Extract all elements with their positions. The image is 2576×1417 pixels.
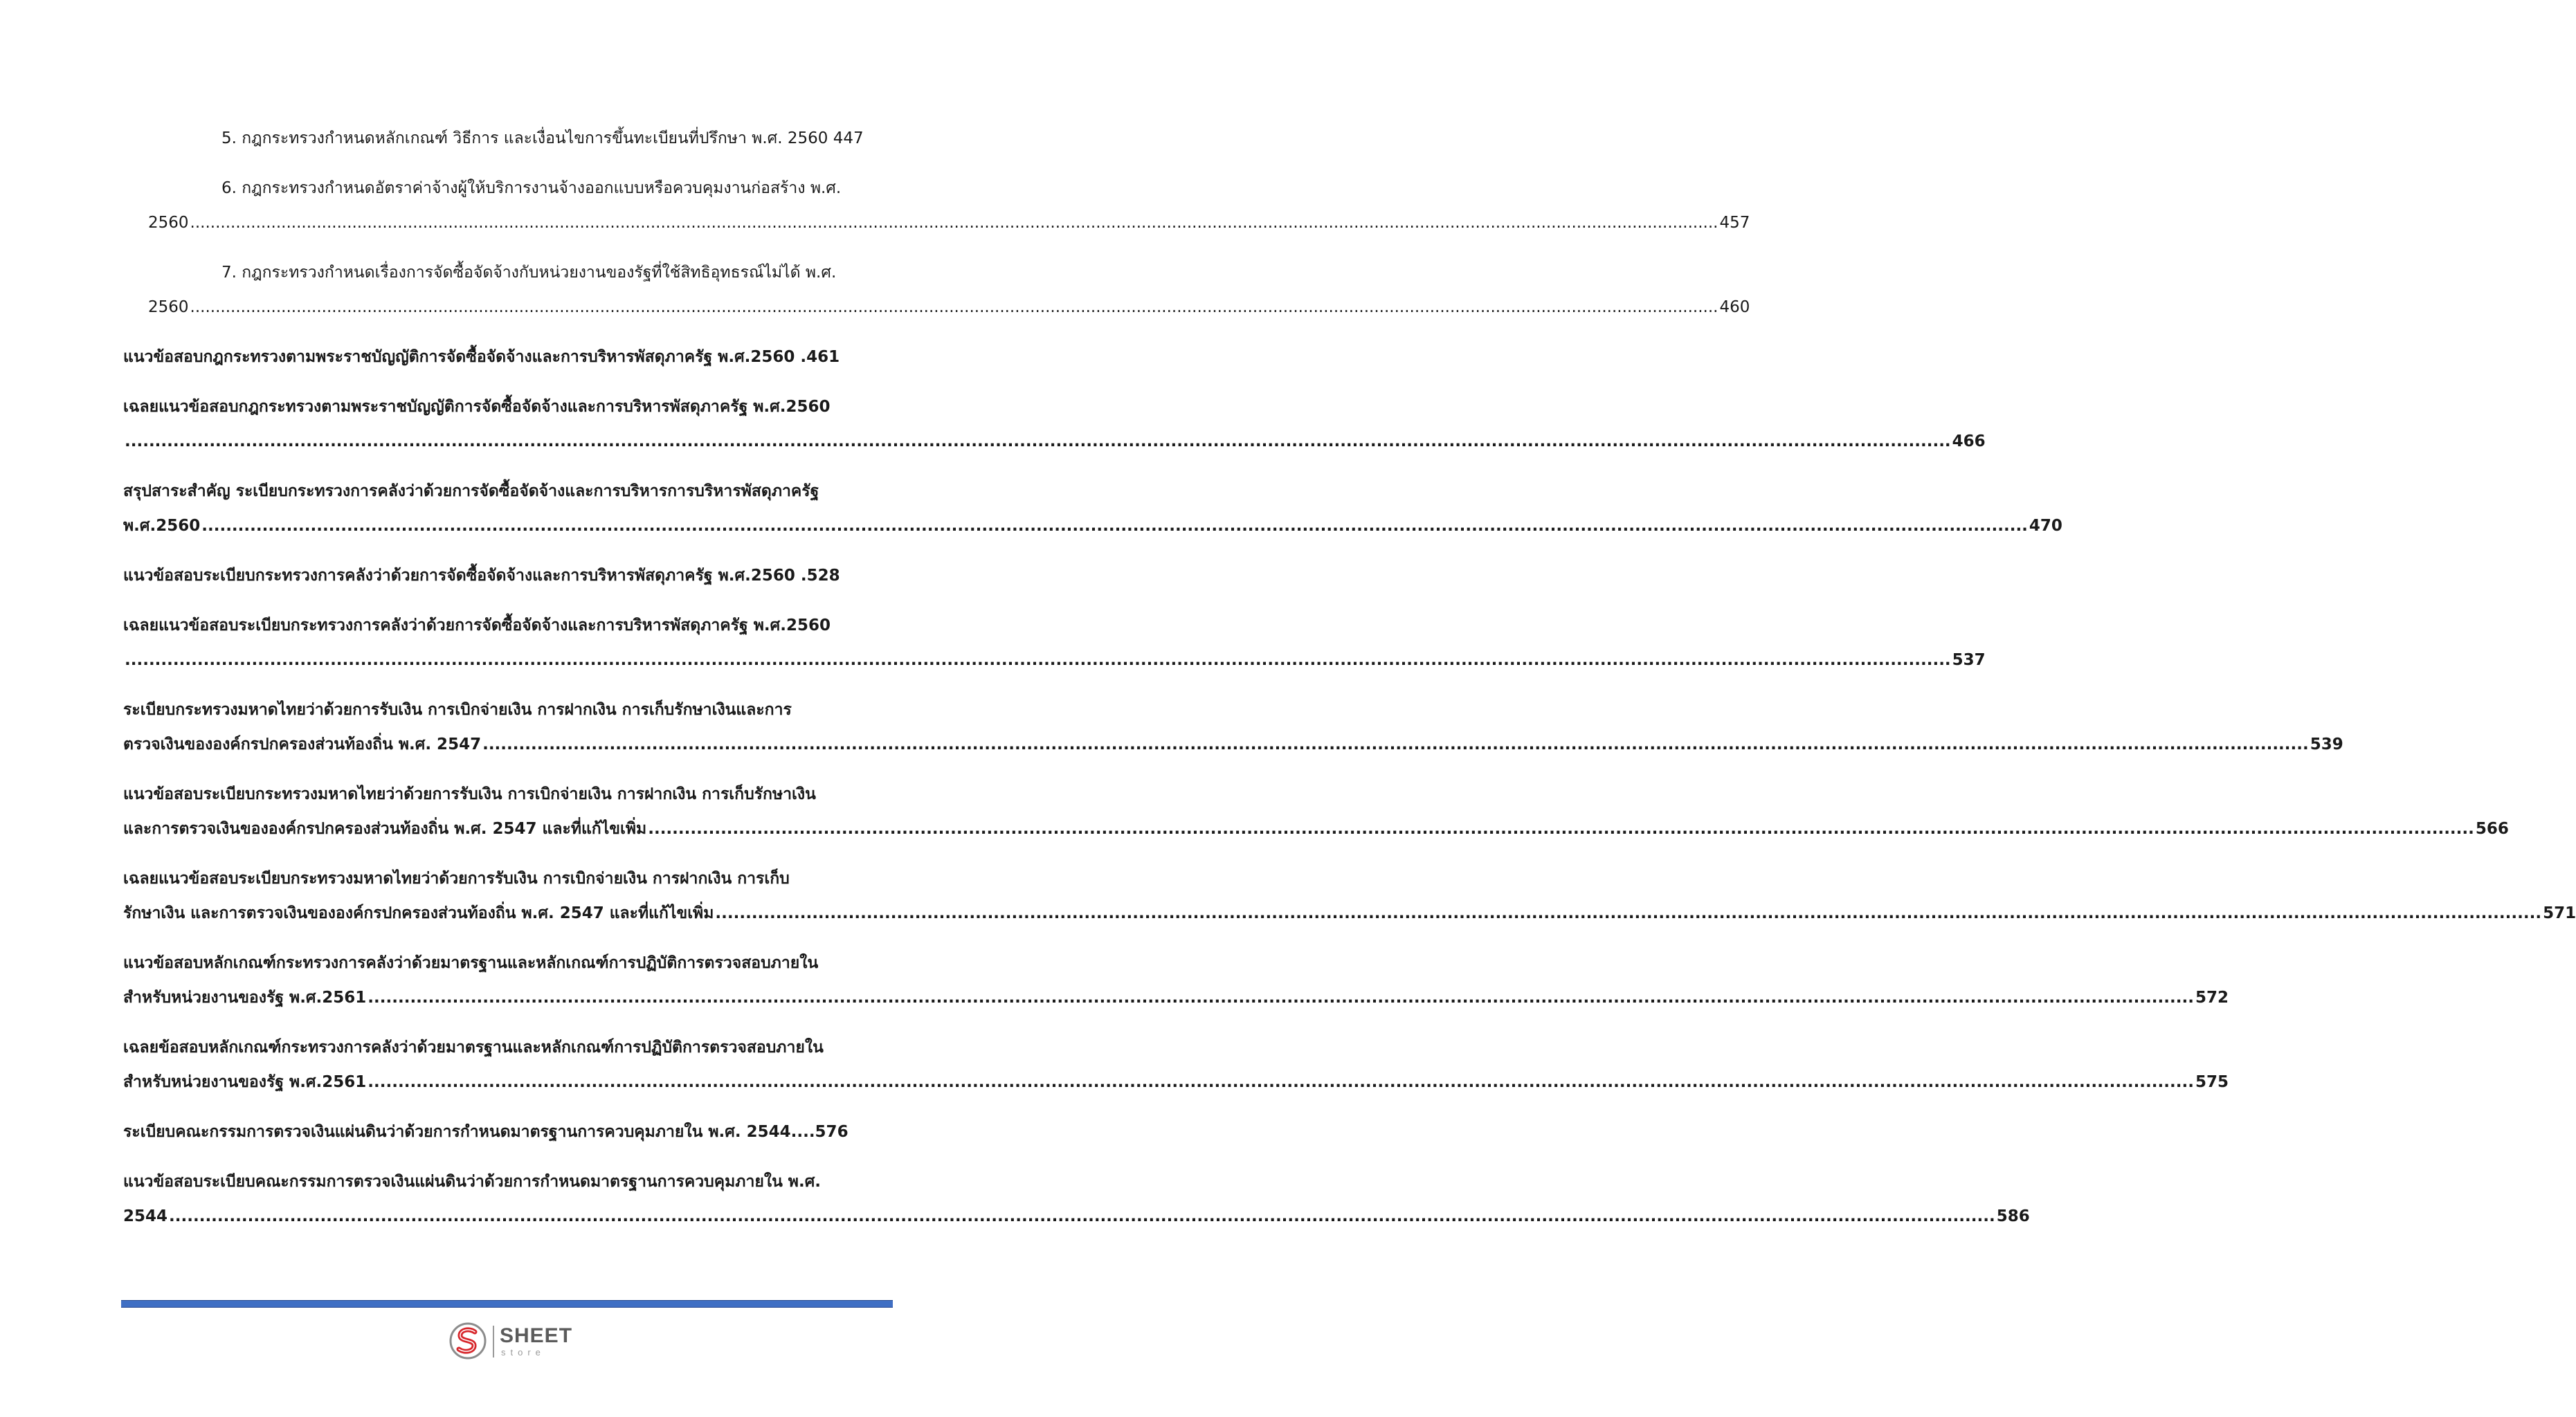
toc-entry-text: ตรวจเงินขององค์กรปกครองส่วนท้องถิ่น พ.ศ. 2547 — [123, 735, 482, 753]
toc-page-number: 586 — [1996, 1207, 2030, 1225]
toc-entry-text: แนวข้อสอบระเบียบกระทรวงการคลังว่าด้วยการจัดซื้อจัดจ้างและการบริหารพัสดุภาครัฐ พ.ศ.2560 .528 — [123, 567, 840, 585]
toc-entry-text: และการตรวจเงินขององค์กรปกครองส่วนท้องถิ่น พ.ศ. 2547 และที่แก้ไขเพิ่ม — [123, 820, 647, 838]
logo-brand-text: SHEET — [500, 1324, 573, 1347]
dot-leader — [189, 293, 1720, 321]
toc-page-number: 572 — [2195, 989, 2229, 1007]
toc-line — [123, 343, 885, 371]
toc-entry-text: เฉลยแนวข้อสอบกฎกระทรวงตามพระราชบัญญัติการจัดซื้อจัดจ้างและการบริหารพัสดุภาครัฐ พ.ศ.2560 — [123, 398, 831, 416]
toc-page-number: 566 — [2475, 820, 2509, 838]
toc-page-number: 537 — [1952, 651, 1986, 669]
toc-line — [221, 174, 885, 202]
toc-entry-text: แนวข้อสอบหลักเกณฑ์กระทรวงการคลังว่าด้วยมาตรฐานและหลักเกณฑ์การปฏิบัติการตรวจสอบภายใน — [123, 954, 819, 972]
logo-sub-text: store — [501, 1347, 545, 1357]
toc-line — [123, 780, 885, 808]
toc-page-number: 571 — [2543, 904, 2576, 922]
toc-page-number: 575 — [2195, 1073, 2229, 1091]
dot-leader — [167, 1203, 1997, 1230]
toc-line — [123, 865, 885, 893]
sheet-store-logo-icon — [448, 1322, 487, 1360]
toc-line — [123, 477, 885, 505]
dot-leader — [189, 209, 1720, 237]
toc-line — [123, 1034, 885, 1061]
toc-line — [123, 393, 885, 421]
logo-divider — [493, 1326, 494, 1357]
toc-line — [221, 125, 885, 152]
toc-page-number: 457 — [1719, 214, 1750, 232]
toc-entry-text: 5. กฎกระทรวงกำหนดหลักเกณฑ์ วิธีการ และเงื่อนไขการขึ้นทะเบียนที่ปรึกษา พ.ศ. 2560 447 — [221, 129, 864, 147]
toc-line — [123, 646, 1986, 674]
toc-line — [123, 1168, 885, 1196]
dot-leader — [714, 899, 2543, 927]
dot-leader — [366, 1068, 2195, 1096]
sheet-store-logo — [448, 1320, 587, 1362]
toc-line — [123, 815, 2509, 843]
toc-line — [123, 984, 2229, 1012]
dot-leader — [200, 512, 2029, 540]
toc-entry-text: สรุปสาระสำคัญ ระเบียบกระทรวงการคลังว่าด้วยการจัดซื้อจัดจ้างและการบริหารการบริหารพัสดุภาครัฐ — [123, 482, 819, 500]
toc-entry-text: 2560 — [148, 298, 189, 316]
toc-entry-text: เฉลยแนวข้อสอบระเบียบกระทรวงการคลังว่าด้วยการจัดซื้อจัดจ้างและการบริหารพัสดุภาครัฐ พ.ศ.2560 — [123, 616, 831, 634]
footer-rule — [121, 1300, 893, 1308]
toc-line — [123, 696, 885, 724]
toc-entry-text: ระเบียบคณะกรรมการตรวจเงินแผ่นดินว่าด้วยการกำหนดมาตรฐานการควบคุมภายใน พ.ศ. 2544....576 — [123, 1123, 849, 1141]
toc-page-number: 466 — [1952, 432, 1986, 450]
toc-line — [123, 562, 885, 589]
toc-entry-text: สำหรับหน่วยงานของรัฐ พ.ศ.2561 — [123, 1073, 367, 1091]
toc-entry-text: สำหรับหน่วยงานของรัฐ พ.ศ.2561 — [123, 989, 367, 1007]
toc-entry-text: รักษาเงิน และการตรวจเงินขององค์กรปกครองส่วนท้องถิ่น พ.ศ. 2547 และที่แก้ไขเพิ่ม — [123, 904, 714, 922]
toc-entry-text: 2544 — [123, 1207, 168, 1225]
dot-leader — [123, 646, 1952, 674]
toc-entry-text: เฉลยแนวข้อสอบระเบียบกระทรวงมหาดไทยว่าด้วยการรับเงิน การเบิกจ่ายเงิน การฝากเงิน การเก็บ — [123, 870, 790, 888]
toc-line — [123, 1203, 2030, 1230]
toc-line — [123, 428, 1986, 455]
toc-entry-text: เฉลยข้อสอบหลักเกณฑ์กระทรวงการคลังว่าด้วยมาตรฐานและหลักเกณฑ์การปฏิบัติการตรวจสอบภายใน — [123, 1039, 824, 1057]
toc-line — [221, 259, 885, 286]
toc-entry-text: 6. กฎกระทรวงกำหนดอัตราค่าจ้างผู้ให้บริการงานจ้างออกแบบหรือควบคุมงานก่อสร้าง พ.ศ. — [221, 179, 842, 197]
toc-line — [123, 899, 2576, 927]
toc-line — [148, 209, 1750, 237]
dot-leader — [646, 815, 2476, 843]
toc-entry-text: พ.ศ.2560 — [123, 517, 201, 535]
toc-entry-text: 7. กฎกระทรวงกำหนดเรื่องการจัดซื้อจัดจ้างกับหน่วยงานของรัฐที่ใช้สิทธิอุทธรณ์ไม่ได้ พ.ศ. — [221, 264, 837, 282]
toc-page-number: 470 — [2029, 517, 2062, 535]
dot-leader — [366, 984, 2195, 1012]
toc-entry-text: แนวข้อสอบกฎกระทรวงตามพระราชบัญญัติการจัดซื้อจัดจ้างและการบริหารพัสดุภาครัฐ พ.ศ.2560 .461 — [123, 348, 840, 366]
dot-leader — [123, 428, 1952, 455]
toc-page-number: 539 — [2310, 735, 2343, 753]
dot-leader — [481, 731, 2310, 758]
toc-line — [123, 1118, 885, 1146]
toc-entry-text: 2560 — [148, 214, 189, 232]
toc-line — [123, 612, 885, 639]
toc-entry-text: แนวข้อสอบระเบียบคณะกรรมการตรวจเงินแผ่นดินว่าด้วยการกำหนดมาตรฐานการควบคุมภายใน พ.ศ. — [123, 1173, 822, 1191]
toc-line — [148, 293, 1750, 321]
toc-entry-text: แนวข้อสอบระเบียบกระทรวงมหาดไทยว่าด้วยการรับเงิน การเบิกจ่ายเงิน การฝากเงิน การเก็บรักษาเงิน — [123, 785, 816, 803]
toc-line — [123, 731, 2343, 758]
toc-entry-text: ระเบียบกระทรวงมหาดไทยว่าด้วยการรับเงิน การเบิกจ่ายเงิน การฝากเงิน การเก็บรักษาเงินและการ — [123, 701, 792, 719]
toc-line — [123, 1068, 2229, 1096]
toc-line — [123, 949, 885, 977]
toc-line — [123, 512, 2062, 540]
toc-page-number: 460 — [1719, 298, 1750, 316]
